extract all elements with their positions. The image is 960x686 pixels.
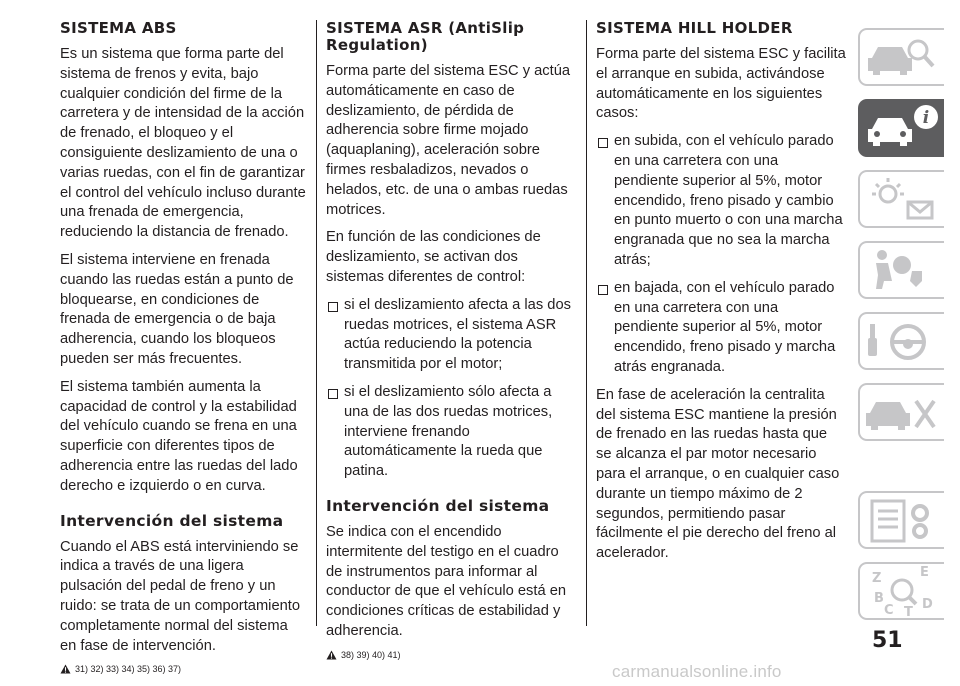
abs-section <box>60 20 306 674</box>
warning-triangle-icon <box>326 650 337 660</box>
warning-triangle-icon <box>60 664 71 674</box>
index-letter: B <box>874 591 884 606</box>
asr-bullet: si el deslizamiento afecta a las dos ruedas motrices, el sistema ASR actúa reduciendo la potencia transmitida por el motor; <box>326 296 576 375</box>
asr-paragraph: Forma parte del sistema ESC y actúa automáticamente en caso de deslizamiento, de pérdida de adherencia sobre firme mojado (aquaplaning), aceleración sobre firmes resbaladizos, nevados o helados, etc. de una o ambas ruedas motrices. <box>326 63 571 218</box>
abs-paragraph: Cuando el ABS está interviniendo se indica a través de una ligera pulsación del pedal de freno y un ruido: se trata de un comportamiento completamente normal del sistema en fase de intervención. <box>60 538 301 654</box>
asr-title: SISTEMA ASR (AntiSlip Regulation) <box>326 19 525 54</box>
tab-steering-wheel[interactable] <box>858 312 944 370</box>
hill-holder-section <box>596 20 846 572</box>
abs-paragraph: Es un sistema que forma parte del sistema de frenos y evita, bajo cualquier condición del firme de la carretera y de intensidad de la acción de frenado, el bloqueo y el consiguiente deslizamiento de una o varias ruedas, con el fin de garantizar el control del vehículo incluso durante una frenada de emergencia, reduciendo la distancia de frenado. <box>60 46 306 241</box>
hill-holder-paragraph: En fase de aceleración la centralita del sistema ESC mantiene la presión de frenado en las ruedas hasta que se alcanza el par motor necesario para el arranque, o en cualquier caso durante un tiempo máximo de 2 segundos, permitiendo pasar fácilmente el pie derecho del freno al acelerador. <box>596 386 840 562</box>
index-letter: Z <box>872 571 882 586</box>
car-tools-icon <box>858 383 944 441</box>
steering-wheel-icon <box>858 312 944 370</box>
index-letter: T <box>904 605 913 620</box>
asr-paragraph: Se indica con el encendido intermitente del testigo en el cuadro de instrumentos para informar al conductor de que el vehículo está en condiciones críticas de estabilidad y adherencia. <box>326 523 567 639</box>
hill-holder-paragraph: Forma parte del sistema ESC y facilita el arranque en subida, activándose automáticamente en los siguientes casos: <box>596 46 846 122</box>
asr-paragraph: En función de las condiciones de deslizamiento, se activan dos sistemas diferentes de control: <box>326 229 541 285</box>
asr-refs-text: 38) 39) 40) 41) <box>341 649 401 660</box>
abs-refs-text: 31) 32) 33) 34) 35) 36) 37) <box>75 664 182 675</box>
page-number: 51 <box>872 628 903 653</box>
tab-alphabetical-index[interactable] <box>858 562 944 620</box>
tab-airbag-safety[interactable] <box>858 241 944 299</box>
tab-warning-lights[interactable] <box>858 170 944 228</box>
abs-paragraph: El sistema interviene en frenada cuando las ruedas están a punto de bloquearse, en condiciones de frenada de emergencia o de baja adherencia, cuando los bloqueos pueden ser más frecuentes. <box>60 251 294 367</box>
car-search-icon <box>858 28 944 86</box>
car-info-icon <box>858 99 944 157</box>
tab-car-info[interactable] <box>858 99 944 157</box>
asr-section <box>326 20 576 660</box>
column-divider <box>586 20 587 626</box>
asr-subtitle: Intervención del sistema <box>326 496 550 515</box>
abs-title: SISTEMA ABS <box>60 19 177 37</box>
asr-warning-refs <box>326 650 576 660</box>
maintenance-list-icon <box>858 491 944 549</box>
hill-holder-bullet: en bajada, con el vehículo parado en una carretera con una pendiente superior al 5%, motor encendido, freno pisado y marcha atrás engranada. <box>596 279 846 378</box>
tab-car-tools[interactable] <box>858 383 944 441</box>
column-divider <box>316 20 317 626</box>
airbag-safety-icon <box>858 241 944 299</box>
tab-car-search[interactable] <box>858 28 944 86</box>
tab-maintenance-list[interactable] <box>858 491 944 549</box>
hill-holder-bullet: en subida, con el vehículo parado en una carretera con una pendiente superior al 5%, motor encendido, freno pisado y cambio en punto muerto o con una marcha engranada que no sea la marcha atrás; <box>596 132 846 271</box>
asr-bullet: si el deslizamiento sólo afecta a una de las dos ruedas motrices, interviene frenando automáticamente la rueda que patina. <box>326 383 576 482</box>
watermark: carmanualsonline.info <box>612 662 782 681</box>
hill-holder-title: SISTEMA HILL HOLDER <box>596 19 793 37</box>
warning-lights-icon <box>858 170 944 228</box>
abs-warning-refs <box>60 664 306 674</box>
abs-paragraph: El sistema también aumenta la capacidad de control y la estabilidad del vehículo cuando se frena en una superficie con diferentes tipos de adherencia entre las ruedas del lado derecho e izquierdo o en curva. <box>60 378 298 494</box>
index-letter: E <box>920 565 929 580</box>
index-letter: C <box>884 603 894 618</box>
index-letter: D <box>922 597 933 612</box>
abs-subtitle: Intervención del sistema <box>60 511 284 530</box>
alphabetical-index-icon <box>858 562 944 620</box>
svg-text:i: i <box>922 108 930 128</box>
